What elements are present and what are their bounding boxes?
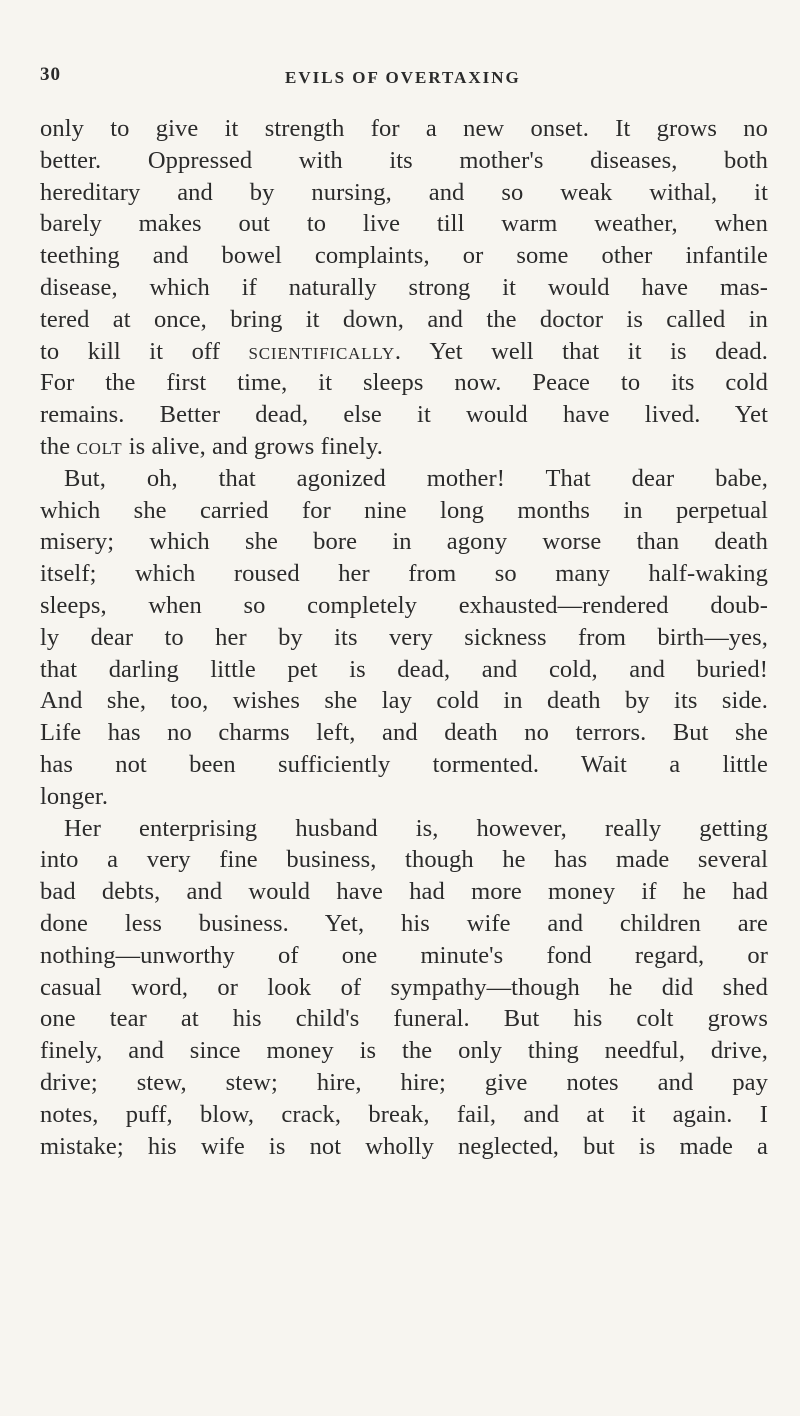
text-line: mistake; his wife is not wholly neglected, but is made a xyxy=(40,1132,768,1160)
text-line: better. Oppressed with its mother's diseases, both xyxy=(40,146,768,174)
paragraph-start-line: But, oh, that agonized mother! That dear babe, xyxy=(64,464,768,492)
text-line xyxy=(40,336,768,368)
text-line: Life has no charms left, and death no terrors. But she xyxy=(40,719,768,747)
text-line: casual word, or look of sympathy—though he did shed xyxy=(40,973,768,1001)
text-segment: to kill it off xyxy=(40,337,249,365)
text-line: For the first time, it sleeps now. Peace to its cold xyxy=(40,369,768,397)
text-line: finely, and since money is the only thing needful, drive, xyxy=(40,1037,768,1065)
text-segment: the xyxy=(40,432,77,460)
text-line: hereditary and by nursing, and so weak withal, it xyxy=(40,178,768,206)
text-line: that darling little pet is dead, and cold, and buried! xyxy=(40,655,768,683)
text-line: teething and bowel complaints, or some other infantile xyxy=(40,242,768,270)
text-line: which she carried for nine long months in perpetual xyxy=(40,496,768,524)
text-line: has not been sufficiently tormented. Wait a little xyxy=(40,750,768,778)
text-line: And she, too, wishes she lay cold in death by its side. xyxy=(40,687,768,715)
small-caps-term: colt xyxy=(76,432,123,460)
text-line: tered at once, bring it down, and the doctor is called in xyxy=(40,305,768,333)
text-line: sleeps, when so completely exhausted—rendered doub- xyxy=(40,591,768,619)
text-line: only to give it strength for a new onset. It grows no xyxy=(40,115,768,142)
text-line: misery; which she bore in agony worse than death xyxy=(40,528,768,556)
text-line: bad debts, and would have had more money if he had xyxy=(40,878,768,906)
text-line: disease, which if naturally strong it would have mas- xyxy=(40,273,768,301)
paragraph-end-line xyxy=(40,431,768,463)
text-segment: Yet well that it is dead. xyxy=(401,337,768,365)
text-line: drive; stew, stew; hire, hire; give notes and pay xyxy=(40,1068,768,1096)
running-head: EVILS OF OVERTAXING xyxy=(285,68,521,87)
small-caps-term: scientifically. xyxy=(248,337,402,365)
text-line: notes, puff, blow, crack, break, fail, and at it again. I xyxy=(40,1100,768,1128)
paragraph-end-line: longer. xyxy=(40,782,109,810)
text-line: barely makes out to live till warm weather, when xyxy=(40,210,768,238)
text-line: itself; which roused her from so many half-waking xyxy=(40,560,768,588)
text-segment: is alive, and grows finely. xyxy=(122,432,383,460)
text-line: one tear at his child's funeral. But his colt grows xyxy=(40,1005,768,1033)
text-line: remains. Better dead, else it would have lived. Yet xyxy=(40,401,768,429)
text-line: into a very fine business, though he has made several xyxy=(40,846,768,874)
text-line: done less business. Yet, his wife and children are xyxy=(40,909,768,937)
page-number: 30 xyxy=(40,64,61,85)
paragraph-start-line: Her enterprising husband is, however, really getting xyxy=(64,814,768,842)
text-line: nothing—unworthy of one minute's fond regard, or xyxy=(40,941,768,969)
text-line: ly dear to her by its very sickness from birth—yes, xyxy=(40,623,768,651)
body-text xyxy=(40,113,768,1162)
